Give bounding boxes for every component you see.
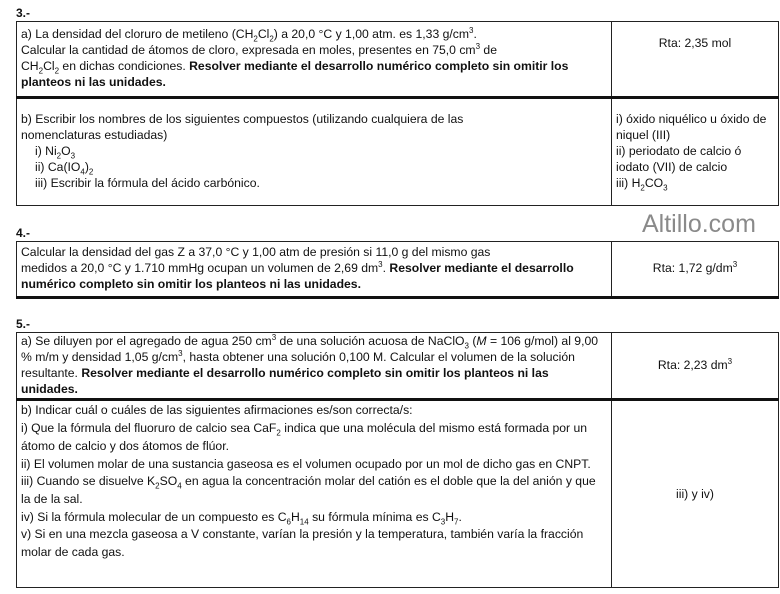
section-5b-row [17,400,779,588]
section-4-heading: 4.- [16,226,31,240]
section-5-table [16,332,779,588]
section-3a-row [17,22,779,98]
section-4-instruction: Resolver mediante el desarrollo numérico completo sin omitir los planteos ni las unidades. [21,261,574,291]
section-4-question: Calcular la densidad del gas Z a 37,0 °C y 1,00 atm de presión si 11,0 g del mismo gas medidos a 20,0 °C y 1.710 mmHg ocupan un volumen de 2,69 $dm^3$. Resolver mediante el desarrollo numérico completo sin omitir los planteos ni las unidades. [17,242,612,298]
section-5a-answer: Rta: 2,23 $dm^3$ [612,333,779,400]
section-5b-answer: iii) y iv) [612,400,779,588]
section-5a-row [17,333,779,400]
section-5-heading: 5.- [16,317,31,331]
section-4-answer: Rta: 1,72 $g/dm^3$ [612,242,779,298]
section-4-row [17,242,779,298]
section-4-table [16,241,779,299]
section-3b-question: b) Escribir los nombres de los siguientes compuestos (utilizando cualquiera de las nomenclaturas estudiadas) i) $Ni_2O_3$ ii) $Ca(IO_4)_2$ iii) Escribir la fórmula del ácido carbónico. [17,98,612,206]
section-5b-question: b) Indicar cuál o cuáles de las siguientes afirmaciones es/son correcta/s: i) Que la fórmula del fluoruro de calcio sea CaF$_2$ indica que una molécula del mismo está formada por un átomo de calcio y dos átomos de flúor. ii) El volumen molar de una sustancia gaseosa es el volumen ocupado por un mol de dicho gas en CNPT. iii) Cuando se disuelve $K_2SO_4$ en agua la concentración molar del catión es el doble que la del anión y que la de la sal. iv) Si la fórmula molecular de un compuesto es $C_6H_{14}$ su fórmula mínima es $C_3H_7$. v) Si en una mezcla gaseosa a V constante, varían la presión y la temperatura, también varía la fracción molar de cada gas. [17,400,612,588]
section-3b-row [17,98,779,206]
section-3-heading: 3.- [16,6,31,20]
section-3a-question: a) La densidad del cloruro de metileno $(CH_2Cl_2)$ a 20,0 °C y 1,00 atm. es 1,33 $g/cm^3$. Calcular la cantidad de átomos de cloro, expresada en moles, presentes en 75,0 $cm^3$ de $CH_2Cl_2$ en dichas condiciones. Resolver mediante el desarrollo numérico completo sin omitir los planteos ni las unidades. [17,22,612,98]
section-3a-instruction: Resolver mediante el desarrollo numérico completo sin omitir los planteos ni las unidades. [21,59,569,89]
section-3b-answer: i) óxido niquélico u óxido de niquel (III) ii) periodato de calcio ó iodato (VII) de calcio iii) $H_2CO_3$ [612,98,779,206]
section-3a-answer: Rta: 2,35 mol [612,22,779,98]
section-5a-question: a) Se diluyen por el agregado de agua 250 $cm^3$ de una solución acuosa de NaClO$_3$ (M = 106 g/mol) al 9,00 % m/m y densidad 1,05 $g/cm^3$, hasta obtener una solución 0,100 M. Calcular el volumen de la solución resultante. Resolver mediante el desarrollo numérico completo sin omitir los planteos ni las unidades. [17,333,612,400]
altillo-watermark: Altillo.com [642,210,756,238]
section-3-table [16,21,779,206]
section-5a-instruction: Resolver mediante el desarrollo numérico completo sin omitir los planteos ni las unidades. [21,365,549,396]
